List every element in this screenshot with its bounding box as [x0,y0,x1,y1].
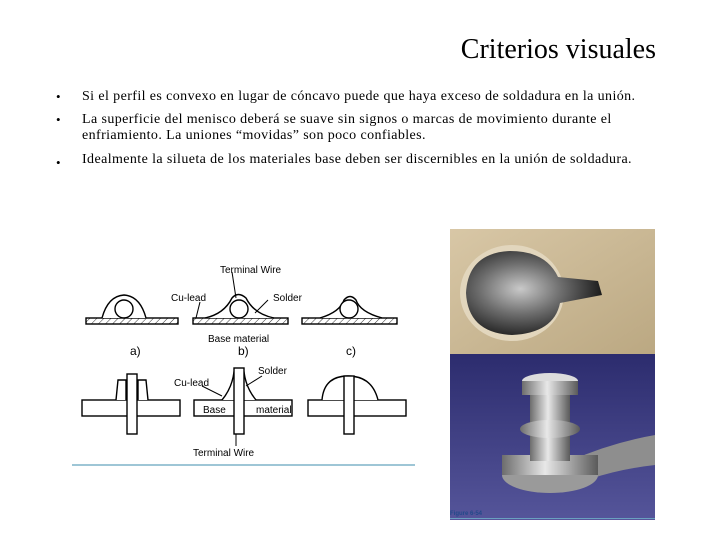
bullet-text: Idealmente la silueta de los materiales base deben ser discernibles en la unión de soldadura. [82,152,632,167]
bullet-list [56,89,666,179]
bullet-dot: • [56,155,61,170]
label-b: b) [238,344,249,358]
bottom-joint-a [82,374,180,434]
bullet-dot: • [56,89,61,104]
bullet-dot: • [56,112,61,127]
photo-caption: Figure 6-54 [450,511,483,517]
solder-diagram-svg [72,258,417,468]
solder-joint-photo [450,229,655,520]
photo-terminal-cap [522,381,578,395]
bullet-text: La superficie del menisco deberá se suave sin signos o marcas de movimiento durante el enfriamiento. La uniones “movidas” son poco confiables. [82,112,612,143]
label-terminal-wire-bottom: Terminal Wire [193,448,255,459]
slide-title: Criterios visuales [460,34,656,65]
label-cu-lead-bottom: Cu-lead [174,378,210,389]
bullet-item [56,89,666,105]
photo-terminal-ring [520,420,580,438]
bottom-joint-c [308,376,406,434]
label-cu-lead-top: Cu-lead [171,293,207,304]
solder-joint-diagram [72,258,417,468]
label-terminal-wire-top: Terminal Wire [220,265,282,276]
label-solder-bottom: Solder [258,366,287,377]
top-joint-a [86,295,178,324]
bullet-item [56,148,666,172]
bullet-item [56,112,666,144]
bullet-text: Si el perfil es convexo en lugar de cóncavo puede que haya exceso de soldadura en la unión. [82,89,636,104]
photo-caption-rule [450,518,655,519]
photo-svg [450,229,655,520]
label-a: a) [130,344,141,358]
label-material-bottom: material [256,405,292,416]
label-c: c) [346,344,356,358]
label-base-bottom: Base [203,405,226,416]
label-solder-top: Solder [273,293,302,304]
label-base-material-top: Base material [208,334,270,345]
top-joint-c [302,297,397,325]
